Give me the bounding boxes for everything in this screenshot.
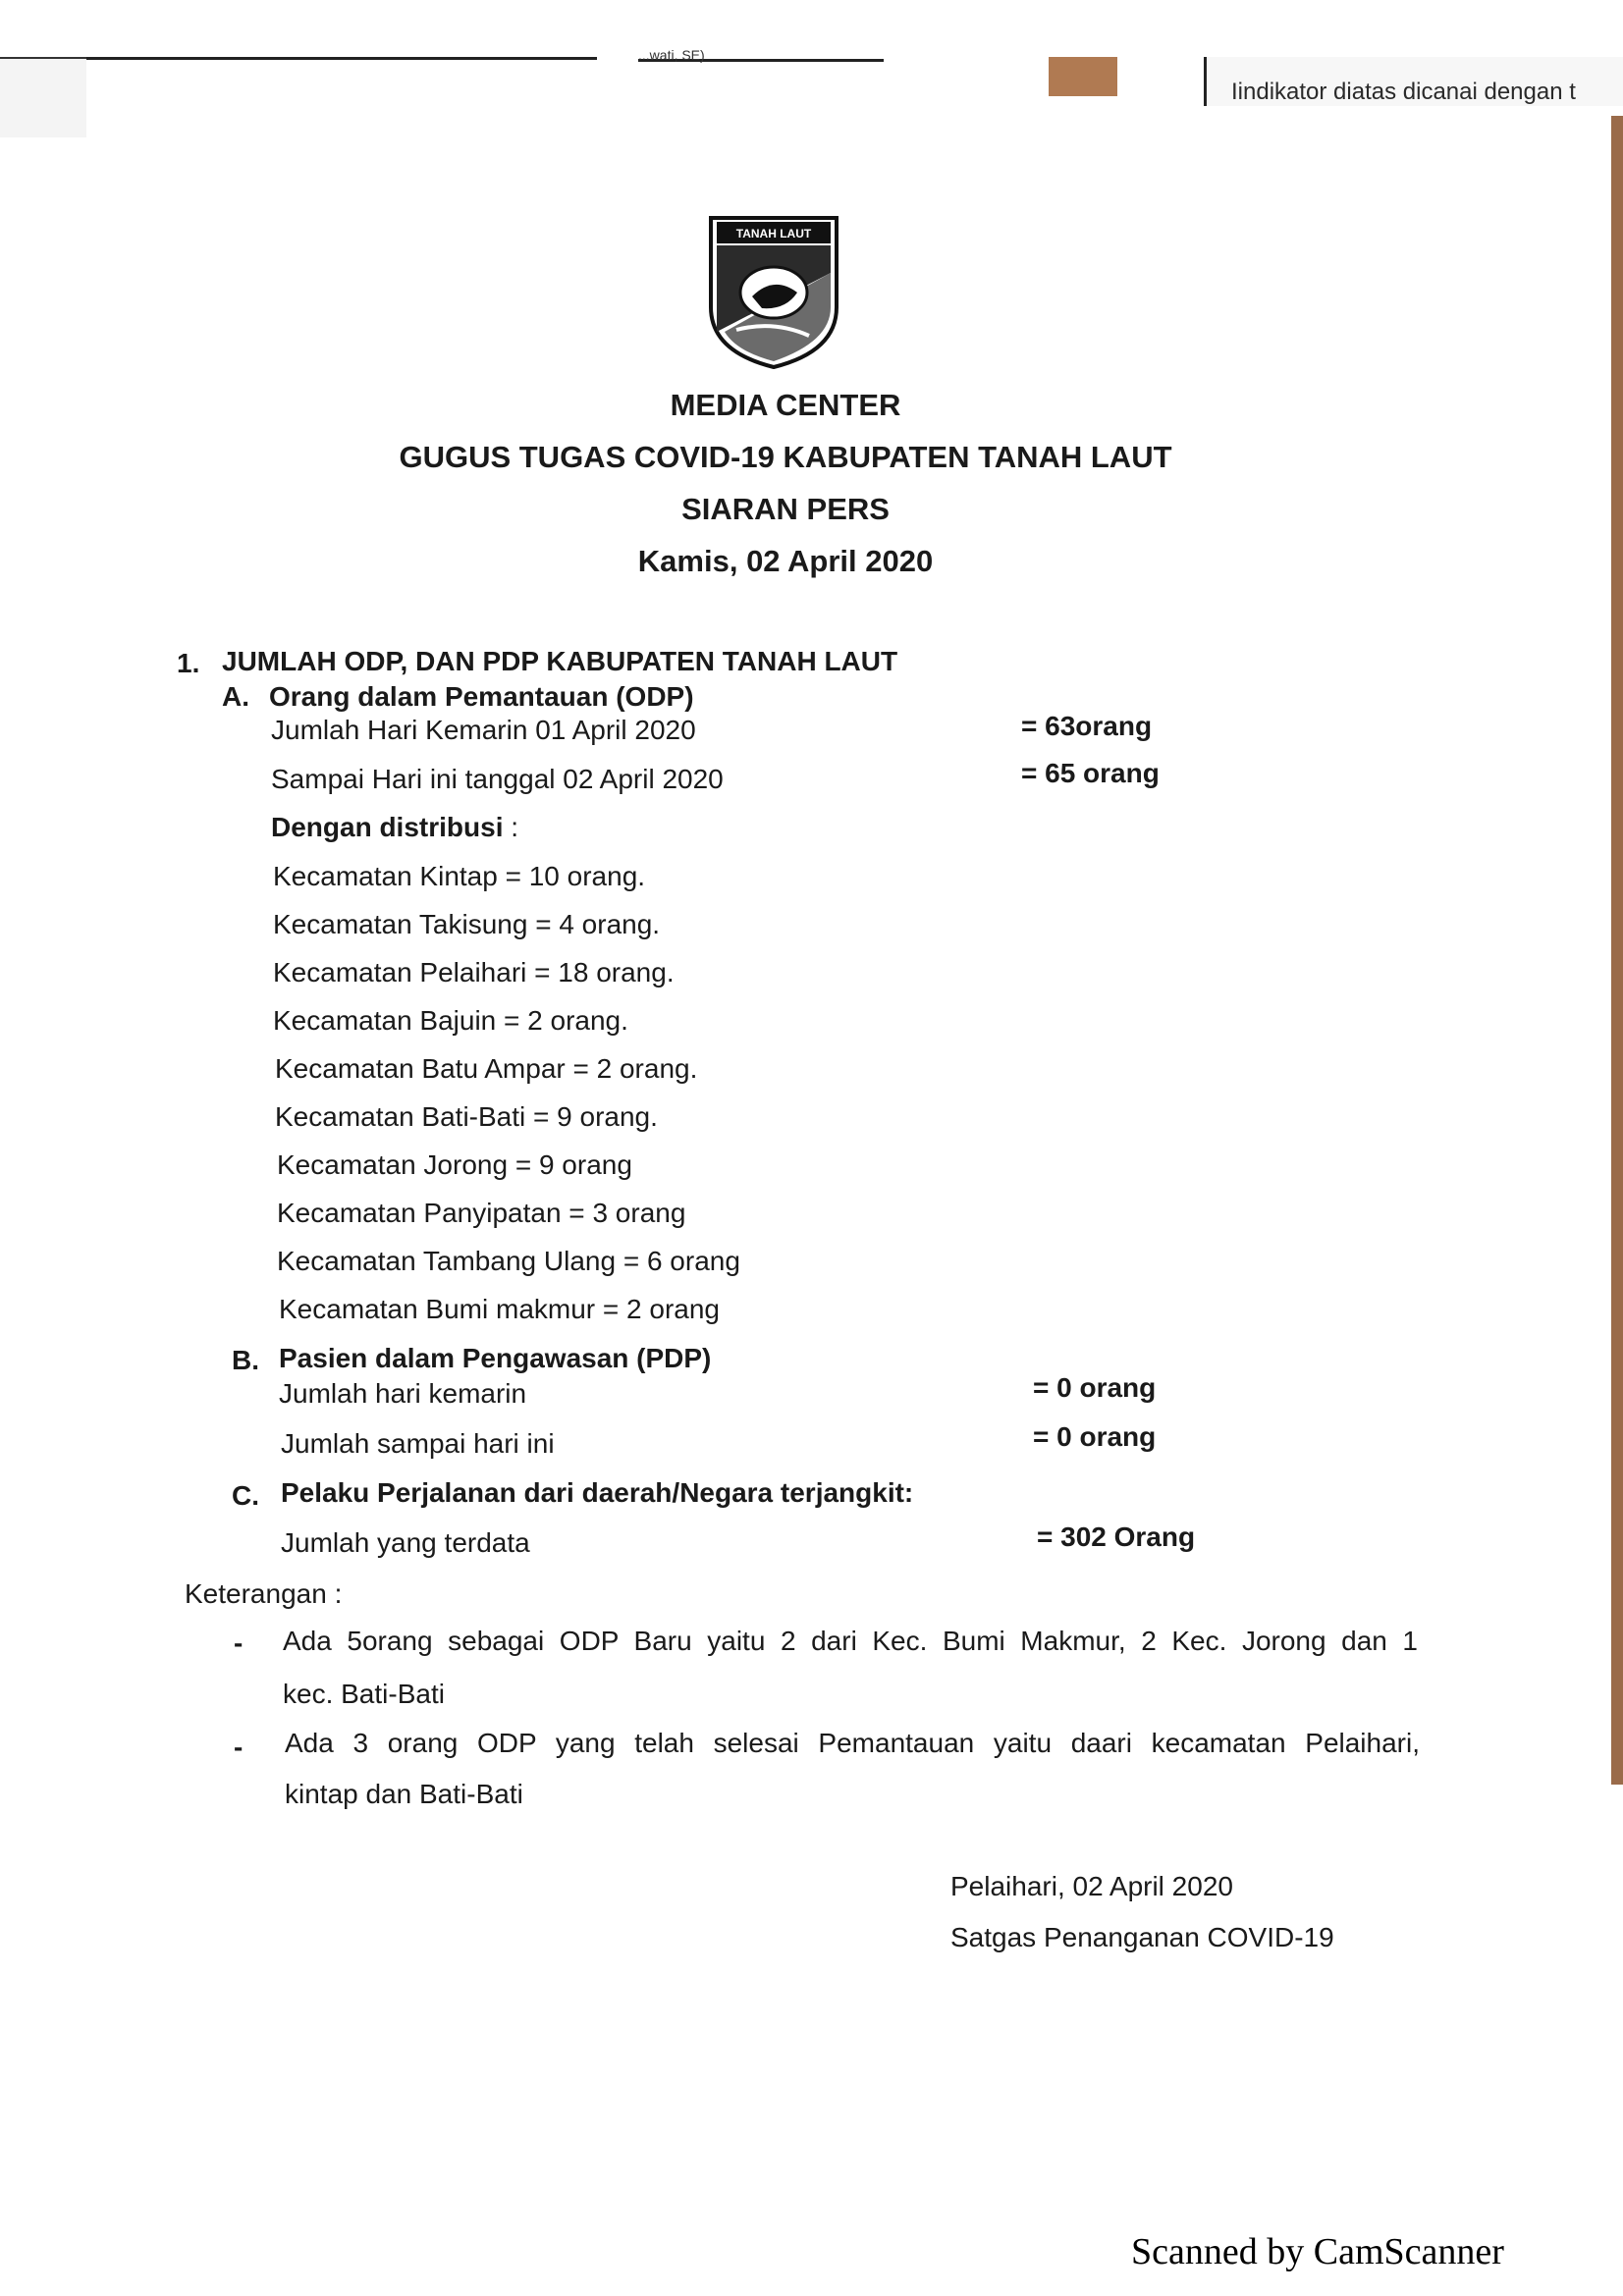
kecamatan-item: Kecamatan Bati-Bati = 9 orang. bbox=[275, 1101, 658, 1132]
subsection-b-title: Pasien dalam Pengawasan (PDP) bbox=[279, 1343, 712, 1373]
odp-hari-ini-label: Sampai Hari ini tanggal 02 April 2020 bbox=[271, 764, 724, 794]
kecamatan-item: Kecamatan Bumi makmur = 2 orang bbox=[279, 1294, 720, 1324]
section-title: JUMLAH ODP, DAN PDP KABUPATEN TANAH LAUT bbox=[222, 646, 898, 676]
header-media-center: MEDIA CENTER bbox=[670, 388, 901, 422]
pelaku-perjalanan-value: = 302 Orang bbox=[1037, 1522, 1196, 1552]
subsection-a-letter: A. bbox=[222, 681, 249, 712]
bullet-dash: - bbox=[234, 1732, 243, 1762]
subsection-c-letter: C. bbox=[232, 1480, 259, 1511]
emblem-banner-text: TANAH LAUT bbox=[735, 227, 812, 240]
tanah-laut-emblem bbox=[707, 214, 840, 371]
pelaku-perjalanan-label: Jumlah yang terdata bbox=[281, 1527, 530, 1558]
subsection-c-title: Pelaku Perjalanan dari daerah/Negara terjangkit: bbox=[281, 1477, 914, 1508]
bullet-dash: - bbox=[234, 1628, 243, 1658]
signature-place-date: Pelaihari, 02 April 2020 bbox=[950, 1871, 1233, 1901]
distribusi-colon: : bbox=[503, 812, 519, 842]
other-paper-brown-patch bbox=[1049, 57, 1117, 96]
kecamatan-item: Kecamatan Kintap = 10 orang. bbox=[273, 861, 646, 891]
camscanner-watermark: Scanned by CamScanner bbox=[1131, 2231, 1504, 2272]
page-edge-shadow bbox=[1611, 116, 1623, 1785]
keterangan-label: Keterangan : bbox=[185, 1578, 343, 1609]
header-date: Kamis, 02 April 2020 bbox=[637, 544, 934, 578]
kecamatan-item: Kecamatan Pelaihari = 18 orang. bbox=[273, 957, 675, 988]
kecamatan-item: Kecamatan Batu Ampar = 2 orang. bbox=[275, 1053, 698, 1084]
kecamatan-item: Kecamatan Jorong = 9 orang bbox=[277, 1149, 632, 1180]
keterangan-item-2-line1: Ada 3 orang ODP yang telah selesai Pemantauan yaitu daari kecamatan Pelaihari, bbox=[285, 1728, 1420, 1758]
section-number: 1. bbox=[177, 648, 200, 678]
other-paper-snippet: ...wati, SE) bbox=[638, 47, 705, 63]
pdp-hari-ini-value: = 0 orang bbox=[1033, 1421, 1157, 1452]
header-gugus-tugas: GUGUS TUGAS COVID-19 KABUPATEN TANAH LAUT bbox=[399, 440, 1172, 474]
header-siaran-pers: SIARAN PERS bbox=[681, 492, 890, 526]
other-paper-left bbox=[0, 57, 86, 137]
distribusi-label: Dengan distribusi bbox=[271, 812, 504, 842]
keterangan-item-1-line2: kec. Bati-Bati bbox=[283, 1679, 445, 1709]
subsection-a-title: Orang dalam Pemantauan (ODP) bbox=[269, 681, 694, 712]
kecamatan-item: Kecamatan Panyipatan = 3 orang bbox=[277, 1198, 686, 1228]
pdp-kemarin-value: = 0 orang bbox=[1033, 1372, 1157, 1403]
keterangan-item-2-line2: kintap dan Bati-Bati bbox=[285, 1779, 523, 1809]
distribusi-heading bbox=[271, 812, 518, 843]
odp-kemarin-label: Jumlah Hari Kemarin 01 April 2020 bbox=[271, 715, 696, 745]
pdp-hari-ini-label: Jumlah sampai hari ini bbox=[281, 1428, 555, 1459]
subsection-b-letter: B. bbox=[232, 1345, 259, 1375]
odp-hari-ini-value: = 65 orang bbox=[1021, 758, 1160, 788]
keterangan-item-1-line1: Ada 5orang sebagai ODP Baru yaitu 2 dari Kec. Bumi Makmur, 2 Kec. Jorong dan 1 bbox=[283, 1626, 1418, 1656]
kecamatan-item: Kecamatan Takisung = 4 orang. bbox=[273, 909, 661, 939]
other-paper-indicator-text: Iindikator diatas dicanai dengan t bbox=[1231, 79, 1576, 105]
top-background bbox=[0, 0, 1623, 59]
odp-kemarin-value: = 63orang bbox=[1021, 711, 1153, 741]
signature-org: Satgas Penanganan COVID-19 bbox=[950, 1922, 1334, 1952]
pdp-kemarin-label: Jumlah hari kemarin bbox=[279, 1378, 527, 1409]
other-paper-line bbox=[86, 57, 597, 60]
kecamatan-item: Kecamatan Bajuin = 2 orang. bbox=[273, 1005, 628, 1036]
kecamatan-item: Kecamatan Tambang Ulang = 6 orang bbox=[277, 1246, 740, 1276]
